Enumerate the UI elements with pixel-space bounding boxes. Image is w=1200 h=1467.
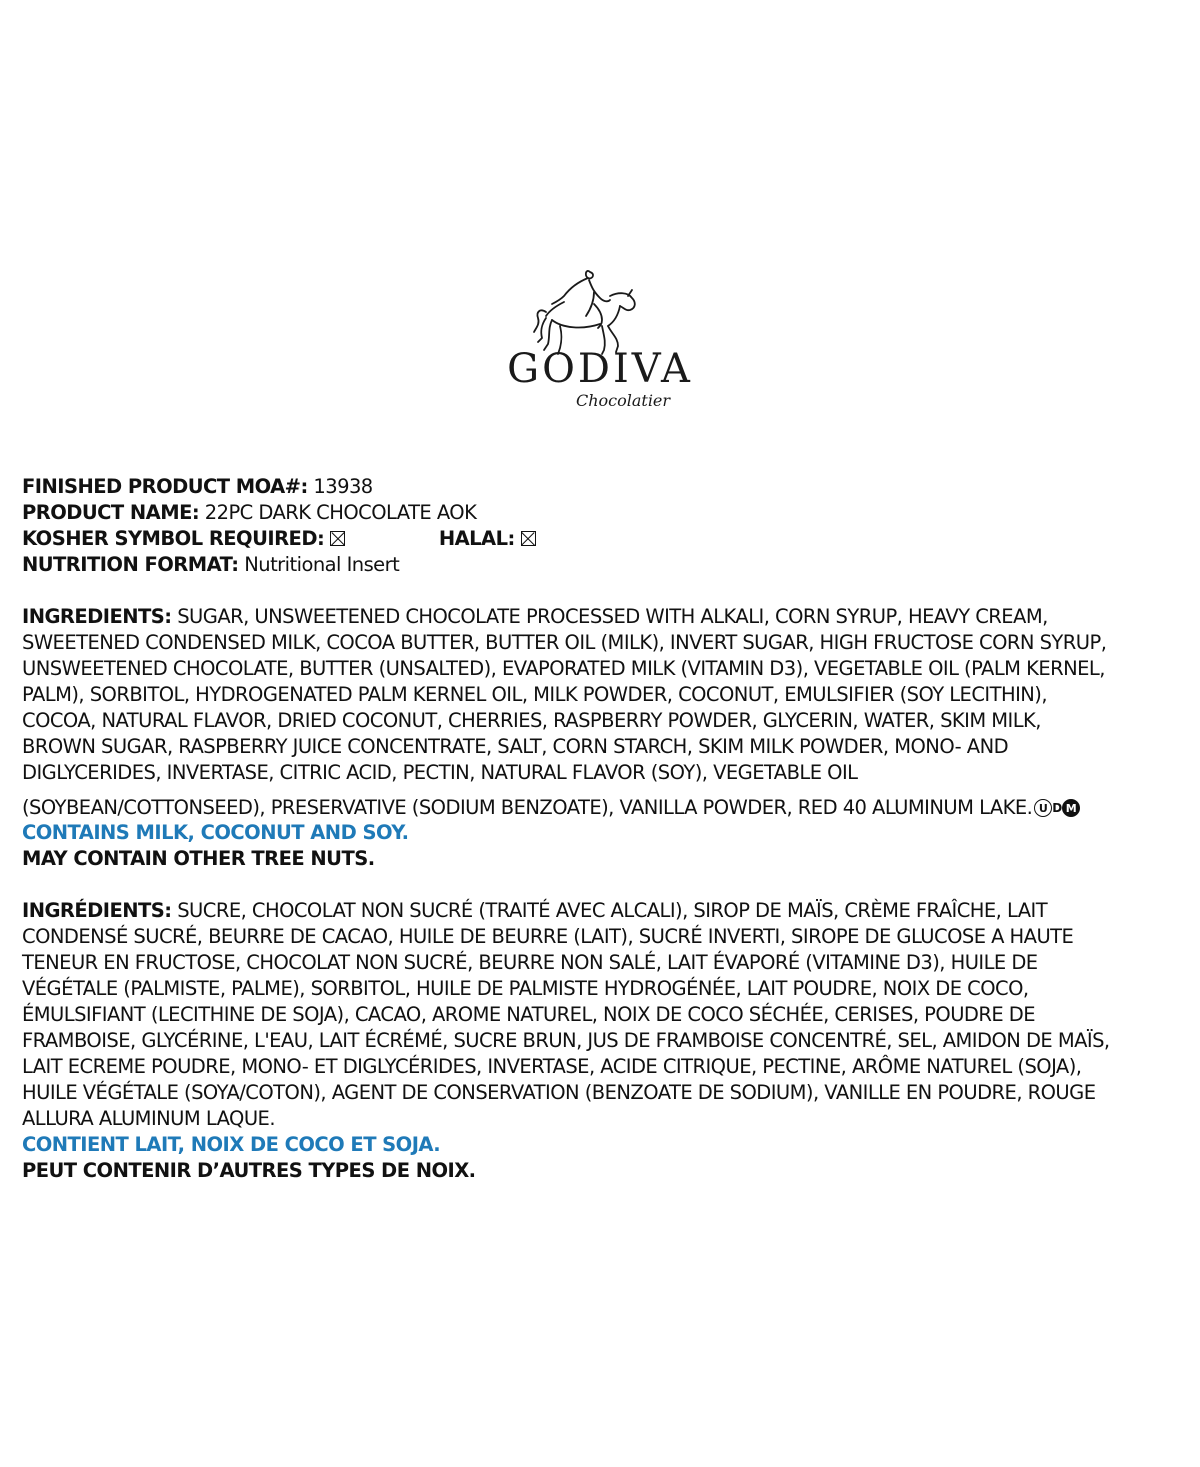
ingredient-line: BROWN SUGAR, RASPBERRY JUICE CONCENTRATE, SALT, CORN STARCH, SKIM MILK POWDER, MONO- AND (22, 735, 1009, 758)
ingredient-line: UNSWEETENED CHOCOLATE, BUTTER (UNSALTED), EVAPORATED MILK (VITAMIN D3), VEGETABLE OIL (PALM KERNEL, (22, 657, 1105, 680)
ingredient-line: SWEETENED CONDENSED MILK, COCOA BUTTER, BUTTER OIL (MILK), INVERT SUGAR, HIGH FRUCTOSE CORN SYRUP, (22, 631, 1107, 654)
kosher-m-icon: M (1062, 799, 1080, 817)
ingredient-line: ALLURA ALUMINUM LAQUE. (22, 1107, 275, 1130)
moa-value: 13938 (313, 475, 373, 498)
brand-tagline: Chocolatier (575, 391, 671, 410)
ingredient-line: INGRÉDIENTS: SUCRE, CHOCOLAT NON SUCRÉ (TRAITÉ AVEC ALCALI), SIROP DE MAÏS, CRÈME FRAÎCHE, LAIT (22, 899, 1048, 922)
ingredient-line: HUILE VÉGÉTALE (SOYA/COTON), AGENT DE CONSERVATION (BENZOATE DE SODIUM), VANILLE EN POUDRE, ROUGE (22, 1081, 1096, 1104)
ingredients-label: INGREDIENTS: (22, 605, 172, 628)
moa-row (22, 474, 1187, 500)
halal-label: HALAL: (438, 527, 515, 550)
allergen-may-contain-fr: PEUT CONTENIR D’AUTRES TYPES DE NOIX. (22, 1159, 476, 1182)
french-ingredients (22, 898, 1187, 1184)
allergen-may-contain: MAY CONTAIN OTHER TREE NUTS. (22, 847, 375, 870)
nutrition-label: NUTRITION FORMAT: (22, 553, 239, 576)
product-name-label: PRODUCT NAME: (22, 501, 200, 524)
ingredient-line: (SOYBEAN/COTTONSEED), PRESERVATIVE (SODIUM BENZOATE), VANILLA POWDER, RED 40 ALUMINUM LAKE. U D M (22, 794, 1187, 820)
ingredient-line: LAIT ECREME POUDRE, MONO- ET DIGLYCÉRIDES, INVERTASE, ACIDE CITRIQUE, PECTINE, ARÔME NATUREL (SOJA), (22, 1055, 1082, 1078)
kosher-certification: U D M (1034, 794, 1080, 820)
ingredient-line: VÉGÉTALE (PALMISTE, PALME), SORBITOL, HUILE DE PALMISTE HYDROGÉNÉE, LAIT POUDRE, NOIX DE COCO, (22, 977, 1029, 1000)
ingredient-line: TENEUR EN FRUCTOSE, CHOCOLAT NON SUCRÉ, BEURRE NON SALÉ, LAIT ÉVAPORÉ (VITAMINE D3), HUILE DE (22, 951, 1038, 974)
brand-name: GODIVA (507, 346, 693, 392)
ingredient-line: ÉMULSIFIANT (LECITHINE DE SOJA), CACAO, AROME NATUREL, NOIX DE COCO SÉCHÉE, CERISES, POUDRE DE (22, 1003, 1036, 1026)
allergen-contains: CONTAINS MILK, COCONUT AND SOY. (22, 821, 409, 844)
godiva-logo (0, 262, 1200, 412)
nutrition-value: Nutritional Insert (244, 553, 400, 576)
horse-rider-icon (490, 262, 710, 412)
ingredient-line: CONDENSÉ SUCRÉ, BEURRE DE CACAO, HUILE DE BEURRE (LAIT), SUCRÉ INVERTI, SIROPE DE GLUCOSE A HAUTE (22, 925, 1074, 948)
nutrition-format-row (22, 552, 1187, 578)
allergen-contains-fr: CONTIENT LAIT, NOIX DE COCO ET SOJA. (22, 1133, 441, 1156)
ingredient-line: DIGLYCERIDES, INVERTASE, CITRIC ACID, PECTIN, NATURAL FLAVOR (SOY), VEGETABLE OIL (22, 761, 858, 784)
ingredient-line: INGREDIENTS: SUGAR, UNSWEETENED CHOCOLATE PROCESSED WITH ALKALI, CORN SYRUP, HEAVY CREAM, (22, 605, 1048, 628)
product-spec (22, 474, 1187, 1184)
ingredient-line: PALM), SORBITOL, HYDROGENATED PALM KERNEL OIL, MILK POWDER, COCONUT, EMULSIFIER (SOY LECITHIN), (22, 683, 1048, 706)
kosher-halal-row (22, 526, 1187, 552)
halal-checkbox-crossed-icon (521, 531, 536, 546)
kosher-u-icon: U (1034, 799, 1052, 817)
english-ingredients (22, 604, 1187, 872)
moa-label: FINISHED PRODUCT MOA#: (22, 475, 308, 498)
kosher-label: KOSHER SYMBOL REQUIRED: (22, 527, 325, 550)
kosher-checkbox-crossed-icon (330, 531, 345, 546)
product-name-row (22, 500, 1187, 526)
ingredients-label-fr: INGRÉDIENTS: (22, 899, 172, 922)
product-name-value: 22PC DARK CHOCOLATE AOK (204, 501, 477, 524)
ingredient-line: COCOA, NATURAL FLAVOR, DRIED COCONUT, CHERRIES, RASPBERRY POWDER, GLYCERIN, WATER, SKIM MILK, (22, 709, 1041, 732)
ingredient-line: FRAMBOISE, GLYCÉRINE, L'EAU, LAIT ÉCRÉMÉ, SUCRE BRUN, JUS DE FRAMBOISE CONCENTRÉ, SEL, AMIDON DE MAÏS, (22, 1029, 1110, 1052)
